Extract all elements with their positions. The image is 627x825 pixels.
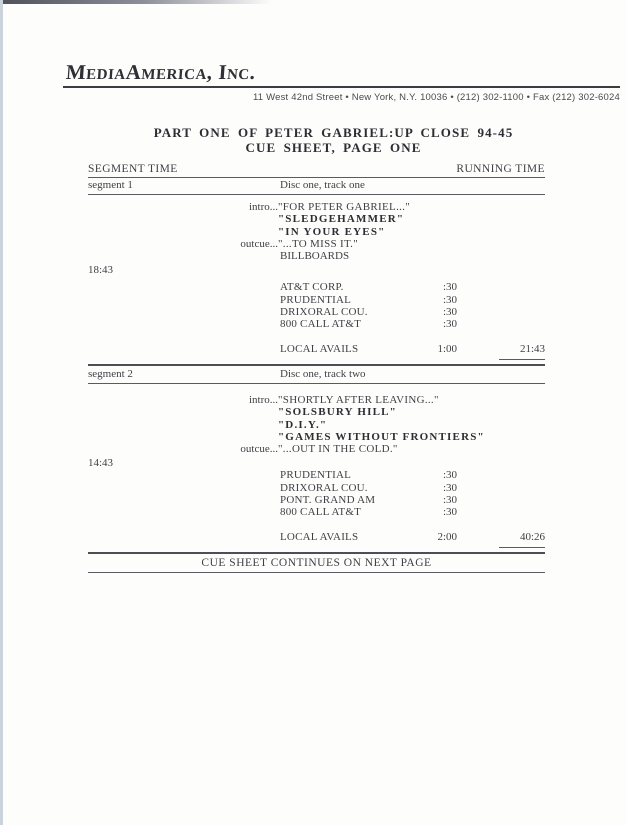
spot-row [88, 294, 545, 306]
scan-artifact-left-edge [0, 0, 3, 825]
spot-length: :30 [442, 281, 457, 294]
title-line2: CUE SHEET, PAGE ONE [245, 139, 422, 155]
spot-length: :30 [442, 481, 457, 494]
spot-row [88, 318, 545, 330]
segment2-song-2: "D.I.Y." [278, 418, 328, 431]
intro-label: intro... [248, 200, 278, 213]
spot-indent [88, 306, 280, 318]
spot-trail [457, 482, 545, 494]
footer-notice: CUE SHEET CONTINUES ON NEXT PAGE [88, 556, 545, 572]
spot-name: DRIXORAL COU. [280, 306, 368, 319]
segment2-disc: Disc one, track two [280, 368, 366, 381]
segment2-sum-line [499, 547, 545, 548]
spot-name: 800 CALL AT&T [280, 318, 362, 331]
spot-name: 800 CALL AT&T [280, 506, 362, 519]
spot-trail [457, 494, 545, 506]
segment2-song-1: "SOLSBURY HILL" [278, 406, 397, 419]
segment1-billboards: BILLBOARDS [280, 250, 350, 263]
segment2-time: 14:43 [88, 456, 114, 469]
segment1-time: 18:43 [88, 263, 114, 276]
spot-indent [88, 494, 280, 506]
spot-name: PRUDENTIAL [280, 293, 352, 306]
running-time-header: RUNNING TIME [456, 163, 545, 175]
segment2-running-time: 40:26 [519, 530, 545, 543]
segment1-title-row [88, 178, 545, 194]
segment2-song-3: "GAMES WITHOUT FRONTIERS" [278, 430, 485, 443]
segment1-cues [88, 201, 545, 276]
segment2-cues [88, 394, 545, 469]
segment1-song-1: "SLEDGEHAMMER" [278, 213, 405, 226]
title-line1: PART ONE OF PETER GABRIEL:UP CLOSE 94-45 [153, 125, 514, 140]
spot-length: :30 [442, 293, 457, 306]
spot-row [88, 494, 545, 506]
spot-length: :30 [442, 306, 457, 319]
segment1-disc: Disc one, track one [280, 179, 365, 192]
column-headers [88, 163, 545, 178]
segment2-intro-line [88, 394, 545, 406]
spot-indent [88, 506, 280, 518]
spot-indent [88, 281, 280, 293]
segment-divider [88, 364, 545, 366]
spot-trail [457, 469, 545, 481]
footer-divider [88, 552, 545, 554]
scan-artifact-top-strip [0, 0, 320, 4]
local-avails-time: 1:00 [437, 342, 457, 355]
spot-trail [457, 294, 545, 306]
segment1-intro-line [88, 201, 545, 213]
company-address: 11 West 42nd Street • New York, N.Y. 10036 • (212) 302-1100 • Fax (212) 302-6024 [253, 92, 620, 103]
spot-length: :30 [442, 506, 457, 519]
segment-time-header: SEGMENT TIME [88, 163, 178, 175]
segment1-name: segment 1 [88, 179, 133, 192]
spot-name: PRUDENTIAL [280, 469, 352, 482]
segment1-spots [88, 281, 545, 331]
local-avails-time: 2:00 [437, 530, 457, 543]
segment2-spots [88, 469, 545, 519]
segment2-outcue-line [88, 443, 545, 455]
spot-length: :30 [442, 493, 457, 506]
intro-label: intro... [248, 393, 278, 406]
segment1-intro-text: "FOR PETER GABRIEL..." [278, 200, 411, 213]
segment1-outcue-text: "...TO MISS IT." [278, 238, 358, 251]
spot-row [88, 281, 545, 293]
segment1-outcue-line [88, 238, 545, 250]
spot-indent [88, 482, 280, 494]
avails-indent [88, 343, 280, 355]
outcue-label: outcue... [240, 238, 278, 251]
spot-row [88, 306, 545, 318]
segment2-title-row [88, 367, 545, 383]
spot-indent [88, 469, 280, 481]
spot-name: PONT. GRAND AM [280, 493, 376, 506]
company-logo: MediaAmerica, Inc. [65, 60, 257, 84]
spot-name: DRIXORAL COU. [280, 481, 368, 494]
segment1-local-avails [88, 343, 545, 355]
segment2-local-avails [88, 531, 545, 543]
segment1-sum-line [499, 359, 545, 360]
letterhead-rule [63, 86, 620, 88]
spot-length: :30 [442, 318, 457, 331]
segment2-outcue-text: "...OUT IN THE COLD." [278, 443, 398, 456]
segment2-name: segment 2 [88, 368, 133, 381]
spot-trail [457, 306, 545, 318]
spot-indent [88, 318, 280, 330]
spot-name: AT&T CORP. [280, 281, 344, 294]
spot-row [88, 506, 545, 518]
spot-trail [457, 281, 545, 293]
spot-trail [457, 318, 545, 330]
segment1-running-time: 21:43 [519, 342, 545, 355]
spot-length: :30 [442, 469, 457, 482]
local-avails-label: LOCAL AVAILS [280, 342, 359, 355]
outcue-label: outcue... [240, 443, 278, 456]
spot-row [88, 469, 545, 481]
segment2-intro-text: "SHORTLY AFTER LEAVING..." [278, 393, 439, 406]
document-title [40, 126, 627, 155]
segment1-song-2: "IN YOUR EYES" [278, 225, 386, 238]
avails-indent [88, 531, 280, 543]
local-avails-label: LOCAL AVAILS [280, 530, 359, 543]
spot-trail [457, 506, 545, 518]
spot-row [88, 482, 545, 494]
cue-sheet-body [88, 163, 545, 573]
spot-indent [88, 294, 280, 306]
